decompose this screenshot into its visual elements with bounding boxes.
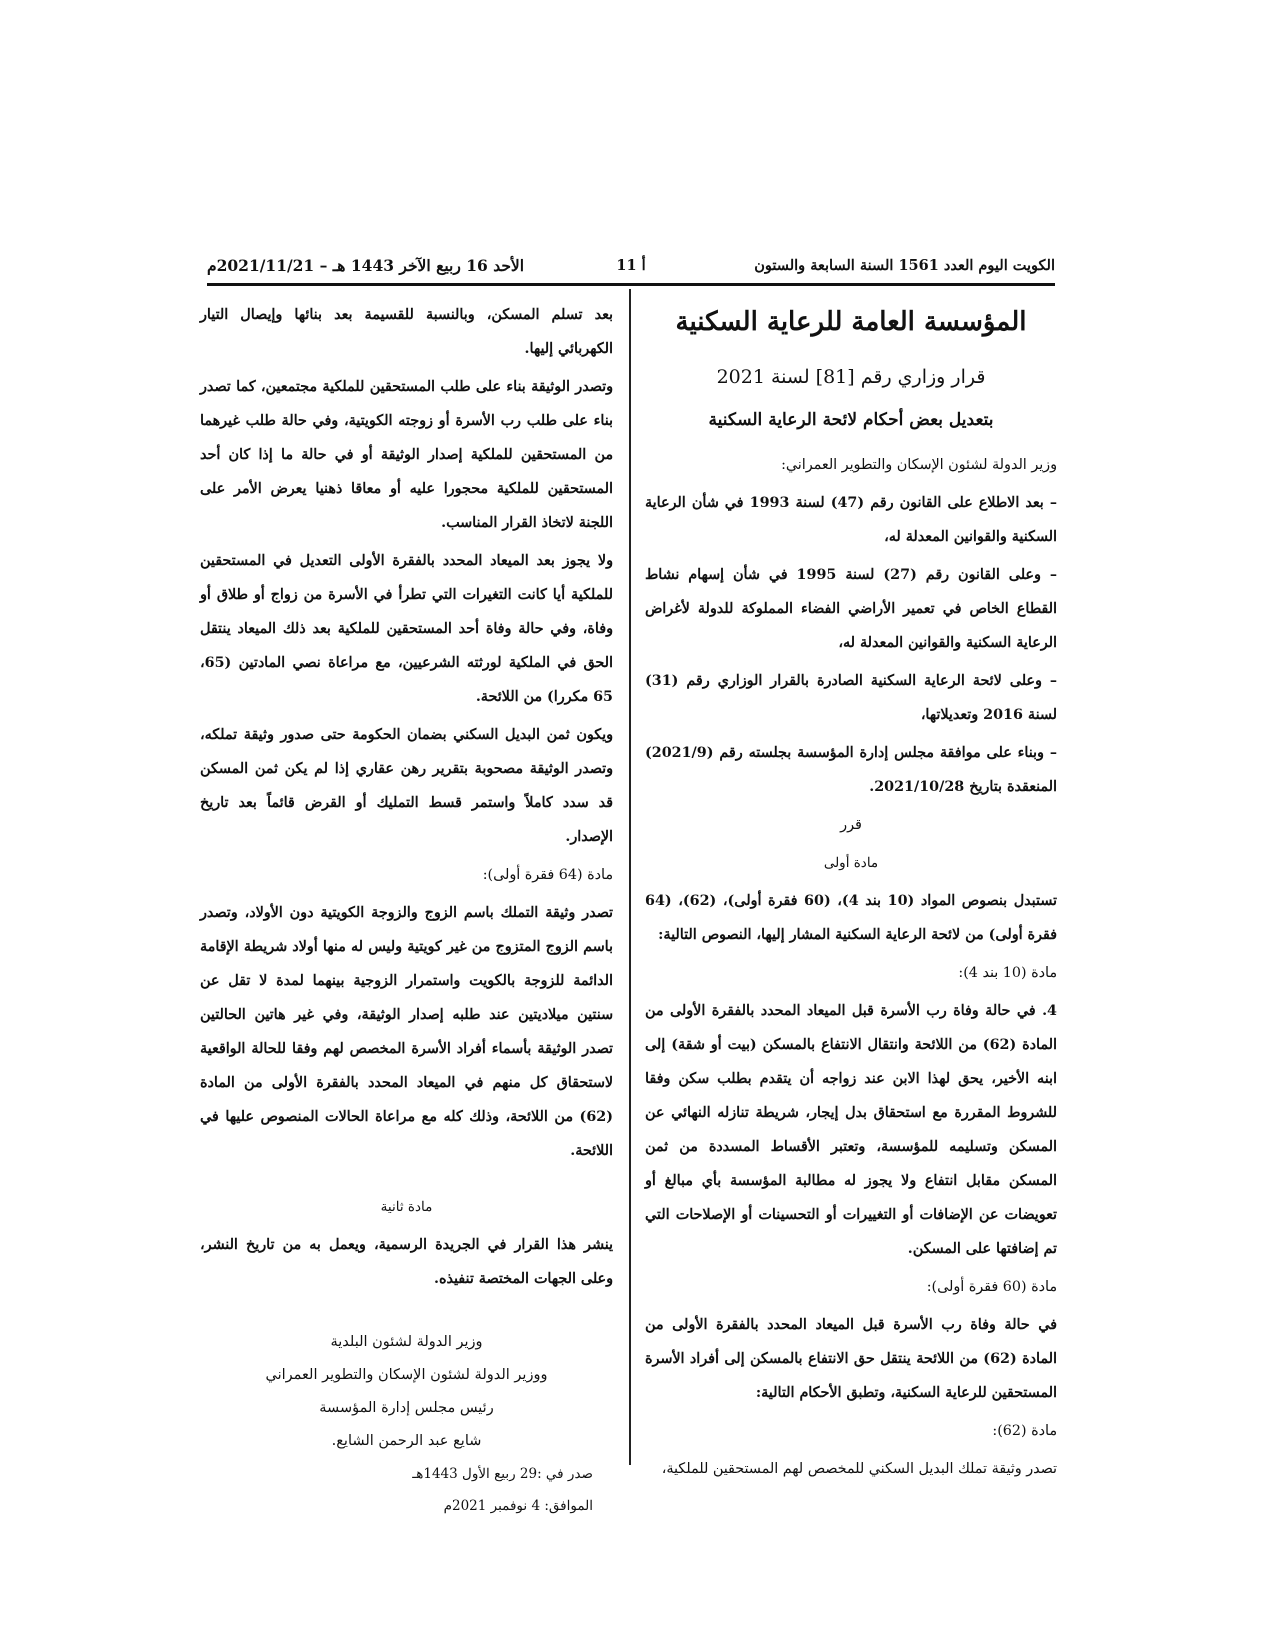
column-divider	[629, 289, 631, 1465]
recital-4: – وبناء على موافقة مجلس إدارة المؤسسة بجلسته رقم (2021/9) المنعقدة بتاريخ 2021/10/28.	[645, 745, 1057, 795]
article-10-label: مادة (10 بند 4):	[958, 965, 1057, 981]
recital-1: – بعد الاطلاع على القانون رقم (47) لسنة 1993 في شأن الرعاية السكنية والقوانين المعدلة له،	[645, 495, 1058, 545]
article-one-text: تستبدل بنصوص المواد (10 بند 4)، (60 فقرة أولى)، (62)، (64 فقرة أولى) من لائحة الرعاية السكنية المشار إليها، النصوص التالية:	[645, 893, 1057, 943]
signature-name: شايع عبد الرحمن الشايع.	[331, 1433, 482, 1449]
signature-line-3: رئيس مجلس إدارة المؤسسة	[319, 1400, 494, 1416]
minister-line: وزير الدولة لشئون الإسكان والتطوير العمراني:	[781, 457, 1057, 473]
decided-heading: قرر	[840, 817, 862, 833]
page-header	[207, 254, 1055, 278]
article-64-text: تصدر وثيقة التملك باسم الزوج والزوجة الكويتية دون الأولاد، وتصدر باسم الزوج المتزوج من غير كويتية وليس له منها أولاد شريطة الإقامة الدائمة للزوجة بالكويت واستمرار الزوجية بينهما لمدة لا تقل عن سنتين ميلاديتين عند طلبه إصدار الوثيقة، وفي غير هاتين الحالتين تصدر الوثيقة بأسماء أفراد الأسرة المخصص لهم وفقا للحالة الواقعية لاستحقاق كل منهم في الميعاد المحدد بالفقرة الأولى من المادة (62) من اللائحة، وذلك كله مع مراعاة الحالات المنصوص عليها في اللائحة.	[200, 905, 613, 1159]
issued-date-hijri: صدر في :29 ربيع الأول 1443هـ	[412, 1466, 593, 1482]
article-60-text: في حالة وفاة رب الأسرة قبل الميعاد المحدد بالفقرة الأولى من المادة (62) من اللائحة ينتقل حق الانتفاع بالمسكن إلى أفراد الأسرة المستحقين للرعاية السكنية، وتطبق الأحكام التالية:	[645, 1317, 1057, 1401]
header-publication: الكويت اليوم العدد 1561 السنة السابعة والستون	[754, 257, 1055, 274]
recital-3: – وعلى لائحة الرعاية السكنية الصادرة بالقرار الوزاري رقم (31) لسنة 2016 وتعديلاتها،	[645, 673, 1057, 723]
left-para-3: ولا يجوز بعد الميعاد المحدد بالفقرة الأولى التعديل في المستحقين للملكية أيا كانت التغيرات التي تطرأ في الأسرة من زواج أو طلاق أو وفاة، وفي حالة وفاة أحد المستحقين للملكية بعد ذلك الميعاد ينتقل الحق في الملكية لورثته الشرعيين، مع مراعاة نصي المادتين (65، 65 مكررا) من اللائحة.	[200, 553, 613, 705]
decision-title: قرار وزاري رقم [81] لسنة 2021	[716, 366, 986, 388]
article-one-heading: مادة أولى	[823, 855, 879, 871]
left-para-2: وتصدر الوثيقة بناء على طلب المستحقين للملكية مجتمعين، كما تصدر بناء على طلب رب الأسرة أو زوجته الكويتية، وفي حالة طلب غيرهما من المستحقين للملكية إصدار الوثيقة أو في حالة ما إذا كان أحد المستحقين للملكية محجورا عليه أو معاقا ذهنيا يعرض الأمر على اللجنة لاتخاذ القرار المناسب.	[200, 379, 613, 531]
left-column	[200, 298, 613, 1522]
header-rule	[207, 283, 1055, 286]
article-two-text: ينشر هذا القرار في الجريدة الرسمية، ويعمل به من تاريخ النشر، وعلى الجهات المختصة تنفيذه.	[200, 1237, 613, 1287]
decision-subject: بتعديل بعض أحكام لائحة الرعاية السكنية	[708, 410, 994, 430]
article-62-text: تصدر وثيقة تملك البديل السكني للمخصص لهم المستحقين للملكية،	[661, 1461, 1057, 1477]
issued-date-gregorian: الموافق: 4 نوفمبر 2021م	[443, 1498, 593, 1514]
header-page-number: أ 11	[616, 257, 646, 274]
signature-spacer	[200, 1300, 613, 1326]
signature-line-2: ووزير الدولة لشئون الإسكان والتطوير العمراني	[265, 1367, 548, 1383]
article-10-text: 4. في حالة وفاة رب الأسرة قبل الميعاد المحدد بالفقرة الأولى من المادة (62) من اللائحة وانتقال الانتفاع بالمسكن (بيت أو شقة) إلى ابنه الأخير، يحق لهذا الابن عند زواجه أن يتقدم بطلب سكن وفقا للشروط المقررة مع استحقاق بدل إيجار، شريطة تنازله النهائي عن المسكن وتسليمه للمؤسسة، وتعتبر الأقساط المسددة من ثمن المسكن مقابل انتفاع ولا يجوز له مطالبة المؤسسة بأي مبالغ أو تعويضات عن الإضافات أو التغييرات أو التحسينات أو الإصلاحات التي تم إضافتها على المسكن.	[645, 1003, 1057, 1257]
article-60-label: مادة (60 فقرة أولى):	[926, 1279, 1057, 1295]
article-two-heading: مادة ثانية	[380, 1199, 433, 1215]
article-62-label: مادة (62):	[992, 1423, 1057, 1439]
left-para-4: ويكون ثمن البديل السكني بضمان الحكومة حتى صدور وثيقة تملكه، وتصدر الوثيقة مصحوبة بتقرير رهن عقاري إذا لم يكن ثمن المسكن قد سدد كاملاً واستمر قسط التمليك أو القرض قائماً بعد تاريخ الإصدار.	[200, 727, 613, 845]
right-column	[645, 298, 1057, 1490]
recital-2: – وعلى القانون رقم (27) لسنة 1995 في شأن إسهام نشاط القطاع الخاص في تعمير الأراضي الفضاء المملوكة للدولة لأغراض الرعاية السكنية والقوانين المعدلة له،	[645, 567, 1057, 651]
institution-title: المؤسسة العامة للرعاية السكنية	[675, 307, 1027, 337]
article-64-label: مادة (64 فقرة أولى):	[482, 867, 613, 883]
left-para-1: بعد تسلم المسكن، وبالنسبة للقسيمة بعد بنائها وإيصال التيار الكهربائي إليها.	[200, 307, 613, 357]
header-date: الأحد 16 ربيع الآخر 1443 هـ – 2021/11/21م	[207, 256, 525, 275]
signature-line-1: وزير الدولة لشئون البلدية	[330, 1334, 483, 1350]
